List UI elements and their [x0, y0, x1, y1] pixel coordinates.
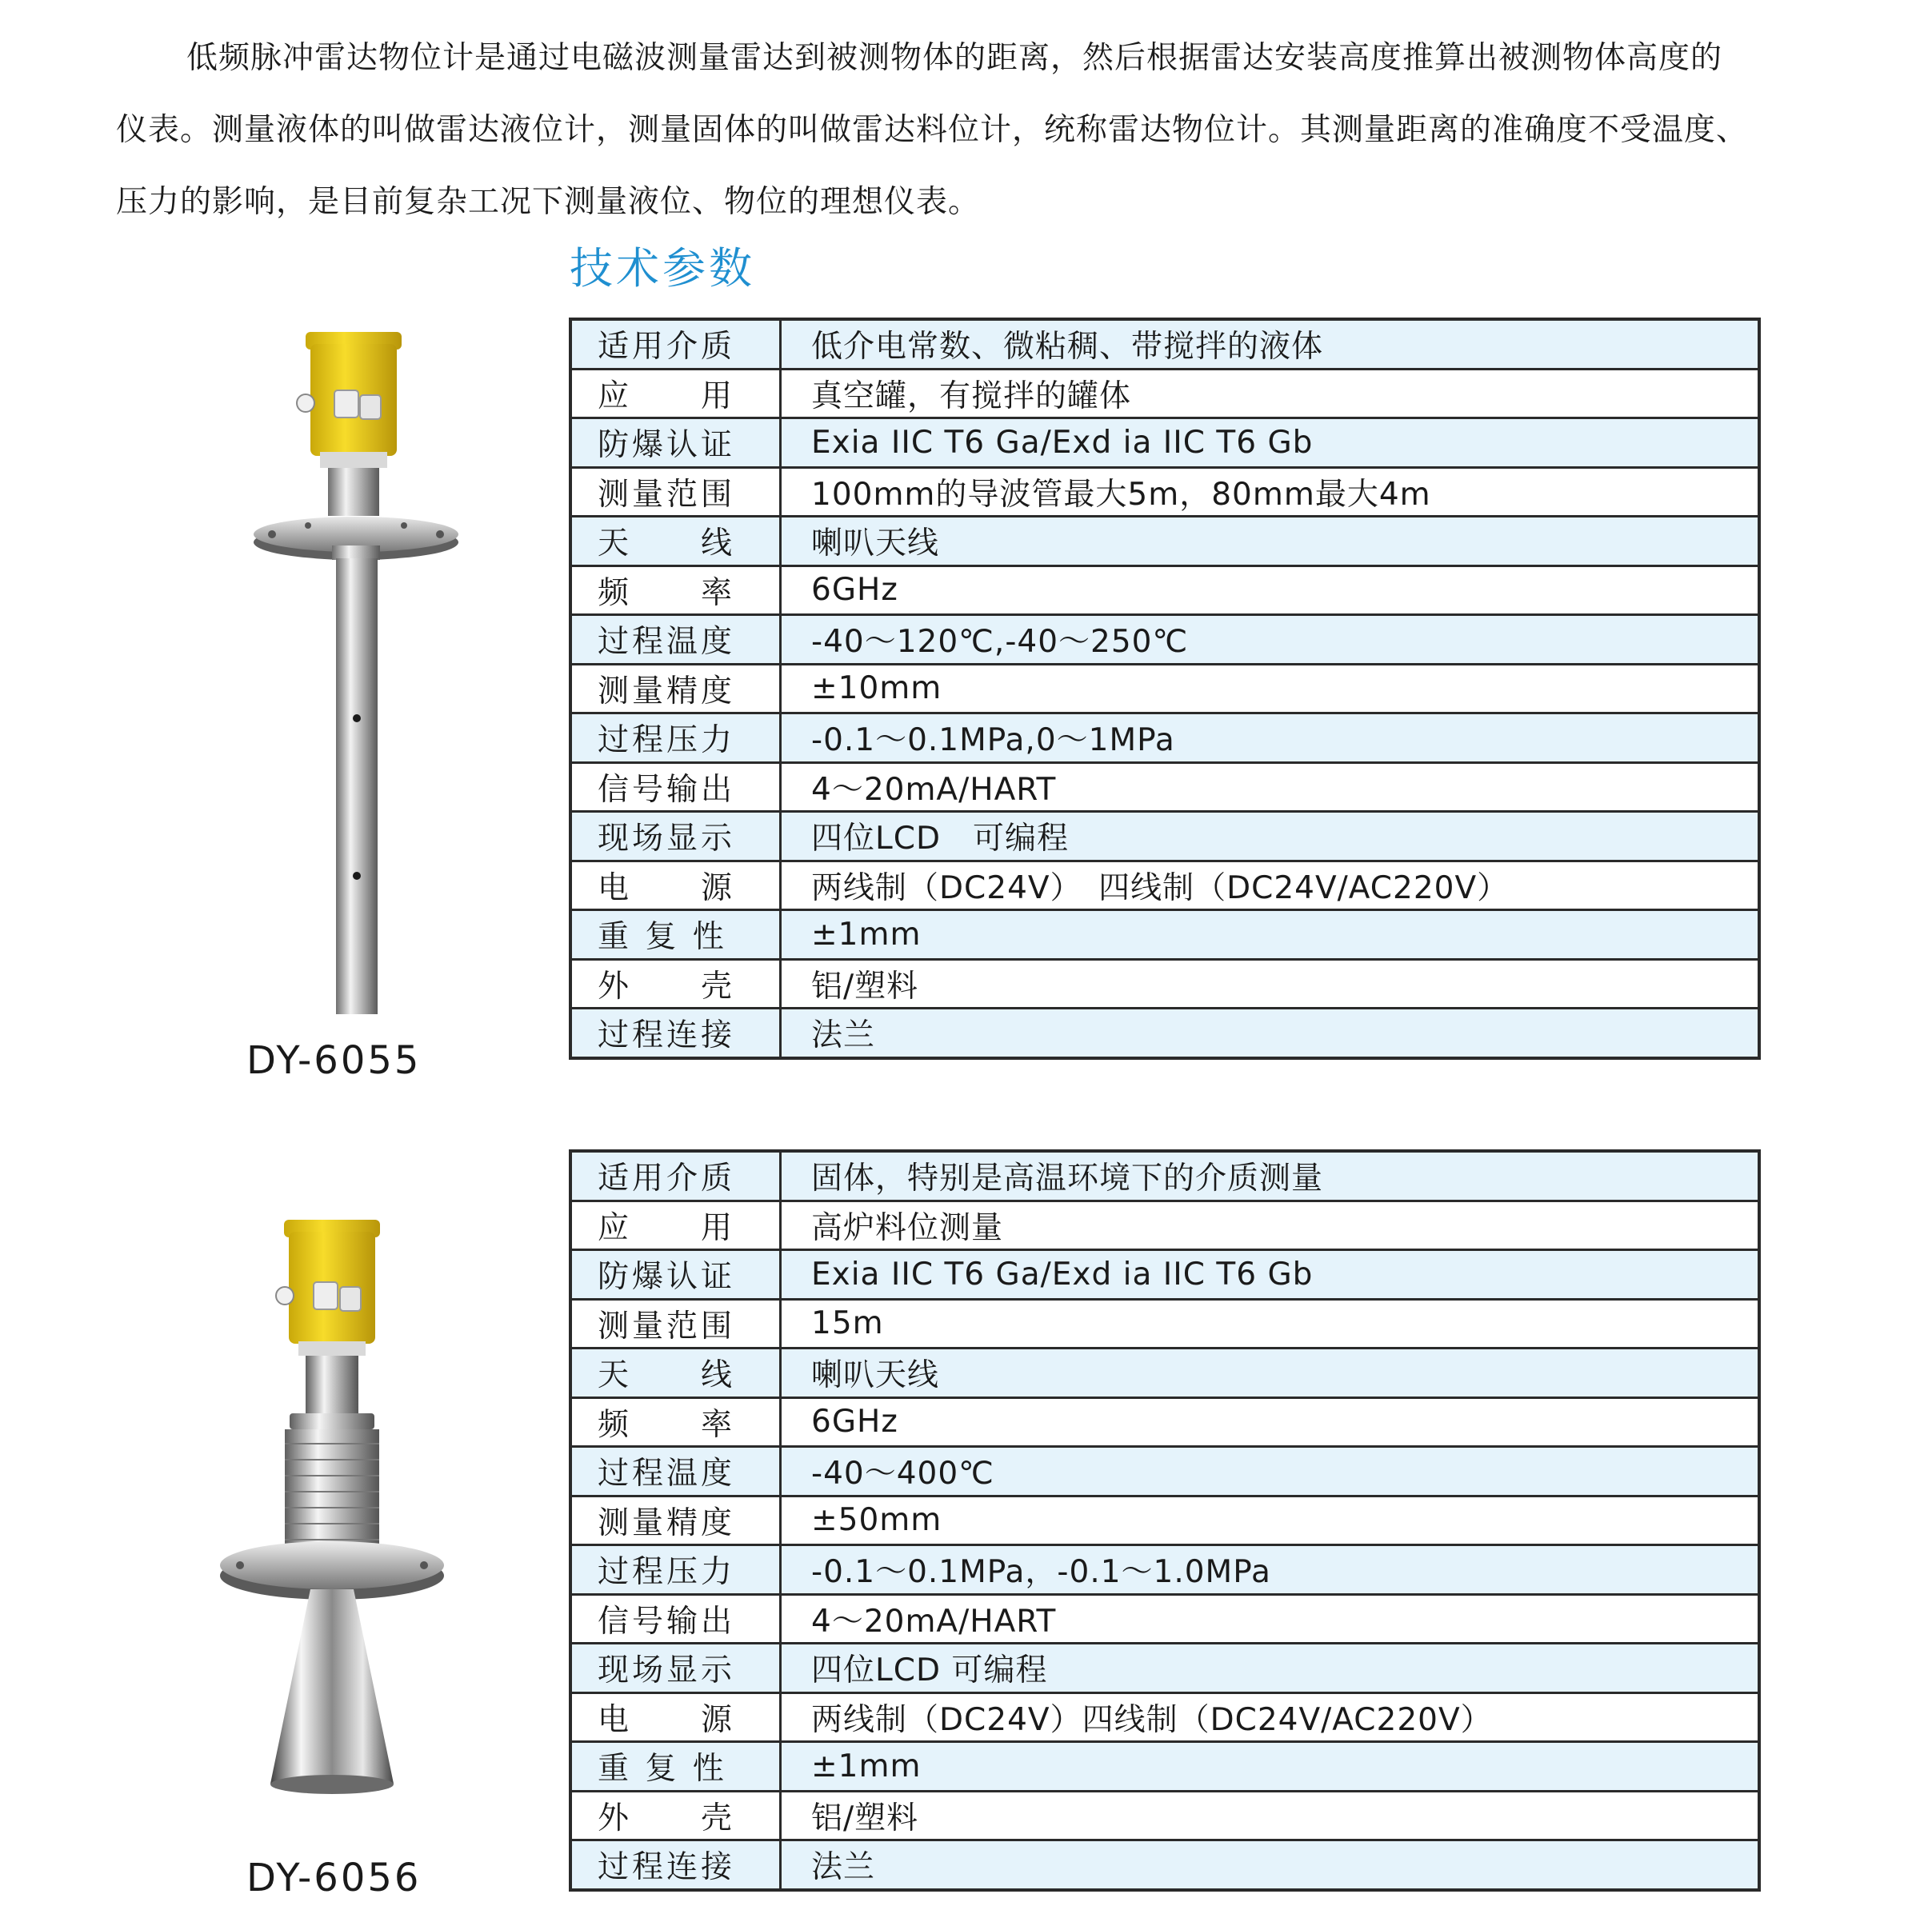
table-row: [570, 1840, 1759, 1890]
table-row: [570, 1009, 1759, 1058]
spec-value: -0.1～0.1MPa,0～1MPa: [781, 713, 1760, 763]
table-row: [570, 861, 1759, 910]
table-row: [570, 1447, 1759, 1496]
spec-value: Exia IIC T6 Ga/Exd ia IIC T6 Gb: [781, 1250, 1760, 1300]
spec-value: 15m: [781, 1299, 1760, 1349]
spec-key: 过程压力: [570, 713, 781, 763]
spec-value: 6GHz: [781, 565, 1760, 615]
spec-value: 四位LCD 可编程: [781, 1644, 1760, 1693]
spec-value: 铝/塑料: [781, 959, 1760, 1009]
spec-key: 防爆认证: [570, 1250, 781, 1300]
table-row: [570, 1151, 1759, 1201]
table-row: [570, 1496, 1759, 1545]
spec-key: 过程压力: [570, 1545, 781, 1595]
table-row: [570, 762, 1759, 812]
table-row: [570, 1545, 1759, 1595]
table-row: [570, 319, 1759, 369]
table-row: [570, 1742, 1759, 1792]
rod-radar-level-meter-icon: [240, 320, 480, 1024]
spec-value: -40～120℃,-40～250℃: [781, 615, 1760, 665]
intro-paragraph: 低频脉冲雷达物位计是通过电磁波测量雷达到被测物体的距离，然后根据雷达安装高度推算出被测物体高度的仪表。测量液体的叫做雷达液位计，测量固体的叫做雷达料位计，统称雷达物位计。其测量距离的准确度不受温度、压力的影响，是目前复杂工况下测量液位、物位的理想仪表。: [116, 40, 1749, 220]
table-row: [570, 1644, 1759, 1693]
table-row: [570, 713, 1759, 763]
spec-value: 法兰: [781, 1009, 1760, 1058]
table-row: [570, 1397, 1759, 1447]
table-row: [570, 959, 1759, 1009]
spec-value: 四位LCD 可编程: [781, 812, 1760, 861]
spec-key: 测量精度: [570, 1496, 781, 1545]
table-row: [570, 1201, 1759, 1250]
spec-value: 两线制（DC24V）四线制（DC24V/AC220V）: [781, 1692, 1760, 1742]
table-row: [570, 369, 1759, 418]
spec-key: 电 源: [570, 861, 781, 910]
spec-value: 真空罐，有搅拌的罐体: [781, 369, 1760, 418]
spec-value: 两线制（DC24V） 四线制（DC24V/AC220V）: [781, 861, 1760, 910]
spec-key: 天 线: [570, 1349, 781, 1398]
table-row: [570, 418, 1759, 468]
table-row: [570, 1349, 1759, 1398]
horn-radar-level-meter-icon: [216, 1220, 456, 1800]
spec-key: 天 线: [570, 517, 781, 566]
spec-value: 法兰: [781, 1840, 1760, 1890]
table-row: [570, 615, 1759, 665]
spec-key: 过程连接: [570, 1840, 781, 1890]
spec-value: 低介电常数、微粘稠、带搅拌的液体: [781, 319, 1760, 369]
table-row: [570, 565, 1759, 615]
spec-table: [569, 318, 1761, 1060]
spec-key: 信号输出: [570, 1594, 781, 1644]
table-row: [570, 1594, 1759, 1644]
spec-value: 6GHz: [781, 1397, 1760, 1447]
table-row: [570, 467, 1759, 517]
spec-value: 4～20mA/HART: [781, 762, 1760, 812]
spec-key: 过程温度: [570, 1447, 781, 1496]
spec-key: 测量精度: [570, 664, 781, 713]
spec-key: 信号输出: [570, 762, 781, 812]
table-row: [570, 1692, 1759, 1742]
spec-key: 外 壳: [570, 959, 781, 1009]
spec-value: 喇叭天线: [781, 517, 1760, 566]
table-row: [570, 664, 1759, 713]
spec-value: ±1mm: [781, 910, 1760, 960]
spec-key: 过程温度: [570, 615, 781, 665]
spec-value: 100mm的导波管最大5m，80mm最大4m: [781, 467, 1760, 517]
spec-key: 外 壳: [570, 1791, 781, 1840]
spec-table: [569, 1149, 1761, 1892]
table-row: [570, 1250, 1759, 1300]
spec-value: ±1mm: [781, 1742, 1760, 1792]
spec-key: 重 复 性: [570, 1742, 781, 1792]
section-title: 技术参数: [570, 243, 755, 294]
model-label: DY-6056: [246, 1856, 422, 1900]
table-row: [570, 910, 1759, 960]
spec-value: Exia IIC T6 Ga/Exd ia IIC T6 Gb: [781, 418, 1760, 468]
spec-value: ±10mm: [781, 664, 1760, 713]
spec-value: -0.1～0.1MPa，-0.1～1.0MPa: [781, 1545, 1760, 1595]
spec-key: 过程连接: [570, 1009, 781, 1058]
spec-key: 适用介质: [570, 319, 781, 369]
spec-key: 测量范围: [570, 467, 781, 517]
table-row: [570, 812, 1759, 861]
spec-key: 应 用: [570, 369, 781, 418]
spec-value: 高炉料位测量: [781, 1201, 1760, 1250]
spec-value: -40～400℃: [781, 1447, 1760, 1496]
spec-value: ±50mm: [781, 1496, 1760, 1545]
spec-key: 测量范围: [570, 1299, 781, 1349]
spec-value: 4～20mA/HART: [781, 1594, 1760, 1644]
spec-key: 现场显示: [570, 812, 781, 861]
spec-key: 应 用: [570, 1201, 781, 1250]
spec-value: 固体，特别是高温环境下的介质测量: [781, 1151, 1760, 1201]
spec-key: 适用介质: [570, 1151, 781, 1201]
spec-key: 频 率: [570, 565, 781, 615]
spec-key: 重 复 性: [570, 910, 781, 960]
spec-value: 铝/塑料: [781, 1791, 1760, 1840]
spec-key: 防爆认证: [570, 418, 781, 468]
spec-value: 喇叭天线: [781, 1349, 1760, 1398]
spec-key: 电 源: [570, 1692, 781, 1742]
table-row: [570, 1791, 1759, 1840]
table-row: [570, 1299, 1759, 1349]
model-label: DY-6055: [246, 1038, 422, 1083]
table-row: [570, 517, 1759, 566]
spec-key: 现场显示: [570, 1644, 781, 1693]
spec-key: 频 率: [570, 1397, 781, 1447]
